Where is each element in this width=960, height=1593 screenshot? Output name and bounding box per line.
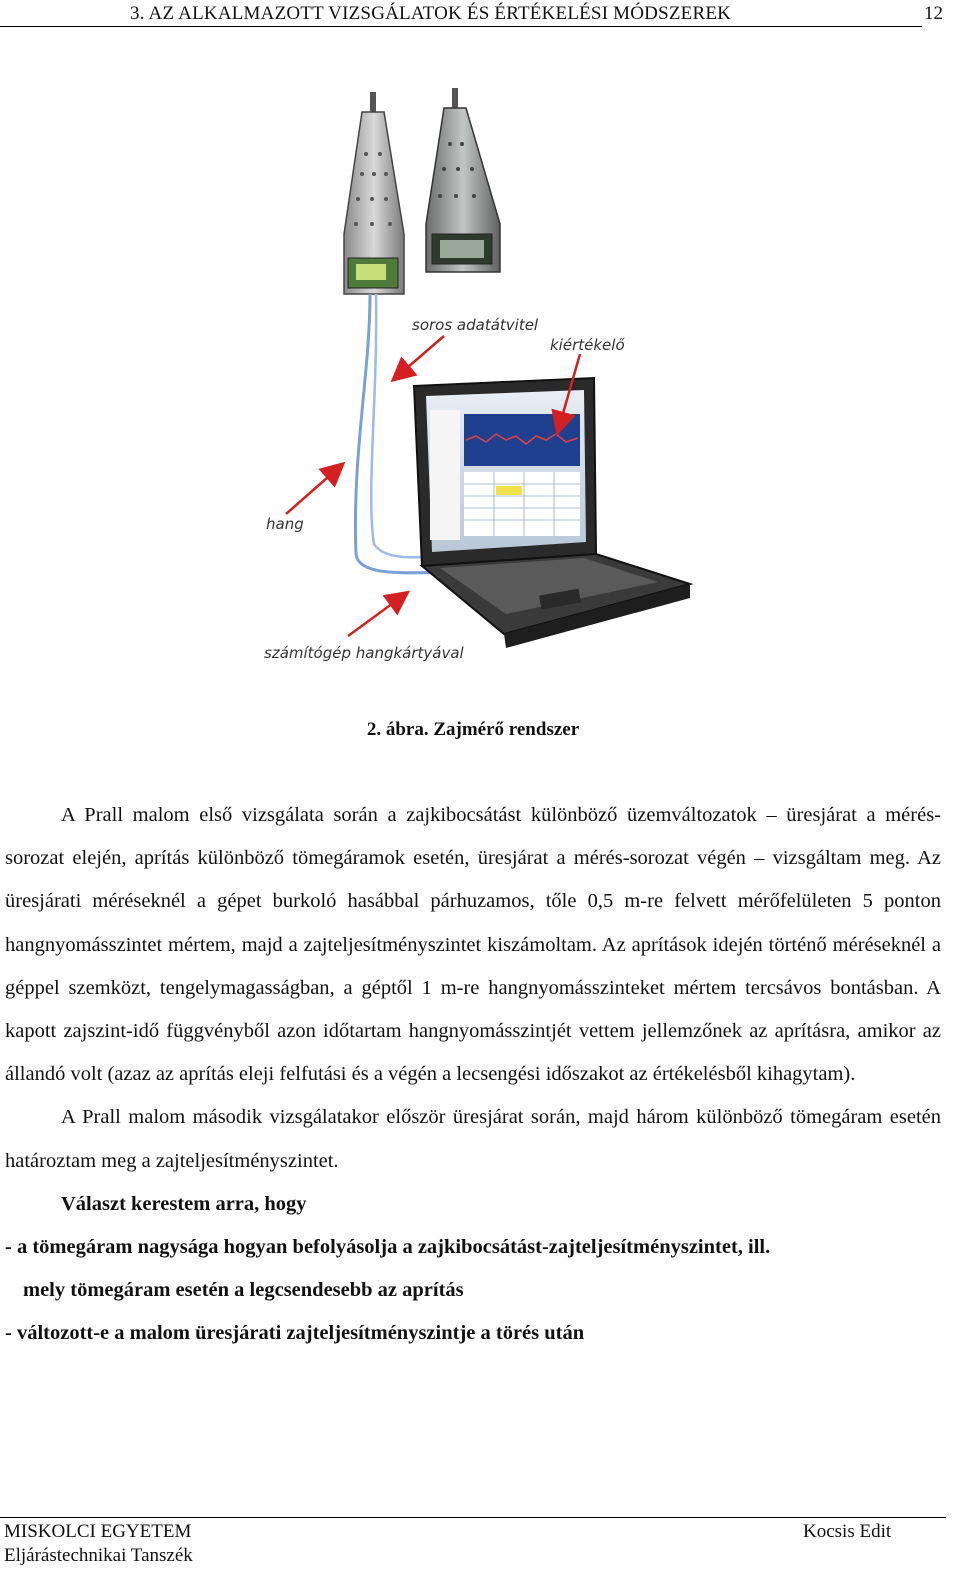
paragraph-question-intro: Választ kerestem arra, hogy xyxy=(61,1192,307,1215)
footer-author: Kocsis Edit xyxy=(803,1521,892,1542)
footer-department: Eljárástechnikai Tanszék xyxy=(4,1545,193,1566)
header-title: 3. AZ ALKALMAZOTT VIZSGÁLATOK ÉS ÉRTÉKELÉSI MÓDSZEREK xyxy=(130,3,732,24)
body-text xyxy=(5,794,941,1356)
paragraph-first-test: A Prall malom első vizsgálata során a zajkibocsátást különböző üzemváltozatok – üresjárat a mérés-sorozat elején, aprítás különböző tömegáramok esetén, üresjárat a mérés-sorozat végén – vizsgáltam meg. Az üresjárati méréseknél a gépet burkoló hasábbal párhuzamos, tőle 0,5 m-re felvett mérőfelületen 5 ponton hangnyomásszintet mértem, majd a zajteljesítményszintet kiszámoltam. Az aprítások idején történő méréseknél a géppel szemközt, tengelymagasságban, a géptől 1 m-re hangnyomásszinteket mértem tercsávos bontásban. A kapott zajszint-idő függvényből azon időtartam hangnyomásszintjét vettem jellemzőnek az aprításra, amikor az állandó volt (azaz az aprítás eleji felfutási és a végén a lecsengési időszakot az értékelésből kihagytam). xyxy=(5,804,941,1086)
list-item-idle-change: - változott-e a malom üresjárati zajteljesítményszintje a törés után xyxy=(5,1322,585,1345)
label-computer-soundcard: számítógép hangkártyával xyxy=(264,644,464,662)
page-header xyxy=(0,0,960,30)
figure-noise-measurement-system xyxy=(244,74,700,678)
list-item-mass-flow-continued: mely tömegáram esetén a legcsendesebb az aprítás xyxy=(23,1279,464,1302)
label-sound: hang xyxy=(266,515,304,533)
page-number: 12 xyxy=(924,3,943,24)
paragraph-second-test: A Prall malom második vizsgálatakor először üresjárat során, majd három különböző tömegáram esetén határoztam meg a zajteljesítményszintet. xyxy=(5,1106,941,1172)
figure-caption: 2. ábra. Zajmérő rendszer xyxy=(366,719,580,740)
list-item-mass-flow: - a tömegáram nagysága hogyan befolyásolja a zajkibocsátást-zajteljesítményszintet, ill. xyxy=(5,1236,771,1259)
footer-rule xyxy=(0,1517,946,1518)
laptop-computer xyxy=(414,378,690,648)
sound-level-meter-left xyxy=(344,92,404,294)
label-serial-transfer: soros adatátvitel xyxy=(412,316,539,334)
sound-level-meter-right xyxy=(426,88,500,272)
footer-university: MISKOLCI EGYETEM xyxy=(4,1521,192,1542)
figure-illustration xyxy=(244,74,700,678)
footer-affiliation xyxy=(4,1520,193,1568)
header-rule xyxy=(0,26,922,27)
label-evaluator: kiértékelő xyxy=(550,336,625,354)
